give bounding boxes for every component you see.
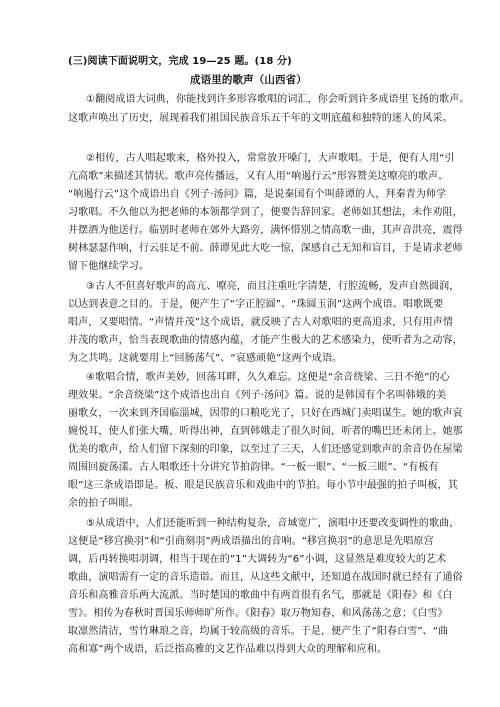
paragraph-line: 周围回旋荡漾。古人唱歌还十分讲究节拍韵律。“一板一眼”、“一板三眼”、“有板有 — [68, 462, 439, 473]
paragraph-line: 音乐和高雅音乐两大流派。当时楚国的歌曲中有两首很有名气，那就是《阳春》和《白 — [68, 590, 453, 601]
paragraph-line: 余的拍子叫眼。 — [68, 498, 139, 509]
paragraph-line: 雪》。相传为春秋时晋国乐师师旷所作。《阳春》取万物知春，和风荡荡之意；《白雪》 — [68, 608, 448, 619]
paragraph-line: 这便是“移宫换羽”和“引商刻羽”两成语描出的音响。“移宫换羽”的意思是先唱原宫 — [68, 536, 434, 547]
paragraph-line: ④歌唱合情，歌声美妙，回荡耳畔，久久难忘。这便是“余音绕梁、三日不绝”的心 — [86, 372, 450, 383]
paragraph-line: 亢高歌”来描述其情状。歌声亮传播远，又有人用“响遏行云”形容赞美这嘹亮的歌声。 — [68, 171, 449, 182]
paragraph-line: 取凛然清洁，雪竹琳琅之音，均属于较高级的音乐。于是，便产生了“阳春白雪”、“曲 — [68, 626, 449, 637]
paragraph-line: 调，后再转换唱羽调，相当于现在的“1”大调转为“6”小调，这显然是难度较大的艺术 — [68, 554, 447, 565]
paragraph-line: 留下他继续学习。 — [68, 261, 149, 272]
paragraph-line: 高和寡”两个成语，后泛指高雅的文艺作品难以得到大众的理解和应和。 — [68, 644, 388, 655]
paragraph-line: 眼”这三条成语即是。板、眼是民族音乐和戏曲中的节拍。每小节中最强的拍子叫板，其 — [68, 480, 458, 491]
paragraph-line: 并茂的歌声，恰当表现歌曲的情感内蕴，才能产生极大的艺术感染力，使听者为之动容， — [68, 335, 463, 346]
paragraph-line: ③古人不但喜好歌声的高亢、嘹亮，而且注重吐字清楚，行腔流畅，发声自然圆润， — [86, 281, 460, 292]
paragraph-line: ②相传，古人唱起歌来，格外投入，常常放开嗓门，大声歌唱。于是，便有人用“引 — [86, 153, 455, 164]
paragraph-line: 理效果。“余音绕梁”这个成语也出自《列子·汤问》篇。说的是韩国有个名叫韩娥的美 — [68, 390, 447, 401]
paragraph-line: 以达到表意之目的。于是，便产生了“字正腔圆”、“珠圆玉润”这两个成语。唱歌既要 — [68, 299, 444, 310]
paragraph-line: 并摆酒为他送行。临别时老师在郊外大路旁，满怀惜别之情高歌一曲，其声音洪亮，震得 — [68, 225, 463, 236]
section-heading: (三)阅读下面说明文，完成 19—25 题。(18 分) — [68, 56, 292, 67]
paragraph-line: 习歌唱。不久他以为把老师的本领都学到了，便要告辞回家。老师如其想法，未作劝阻， — [68, 207, 463, 218]
paragraph-line: “响遏行云”这个成语出自《列子·汤问》篇，是说秦国有个叫薛谭的人，拜秦青为师学 — [68, 189, 447, 200]
paragraph-line: 婉悦耳，使人们张大嘴，听得出神，直到韩娥走了很久时间，听者的嘴巴还未闭上。她那 — [68, 426, 463, 437]
paragraph-line: 树林瑟瑟作响，行云驻足不前。薛谭见此大吃一惊，深感自己无知和盲目，于是请求老师 — [68, 243, 463, 254]
paragraph-line: 唱声，又要唱情。“声情并茂”这个成语，就反映了古人对歌唱的更高追求，只有用声情 — [68, 317, 454, 328]
paragraph-line: ⑤从成语中，人们还能听到一种结构复杂，音域宽广，演唱中还要改变调性的歌曲， — [86, 518, 460, 529]
paragraph-line: 丽歌女，一次来到齐国临淄城，因带的口粮吃光了，只好在西城门卖唱谋生。她的歌声哀 — [68, 408, 463, 419]
paragraph-line: 为之共鸣。这就要用上“回肠荡气”、“哀感顽艳”这两个成语。 — [68, 353, 343, 364]
article-title: 成语里的歌声（山西省） — [190, 74, 307, 86]
paragraph-line: 这歌声唤出了历史，展现着我们祖国民族音乐五千年的文明底蕴和独特的迷人的风采。 — [68, 113, 453, 124]
paragraph-line: ①翻阅成语大词典，你能找到许多形容歌唱的词汇，你会听到许多成语里飞扬的歌声。 — [86, 94, 470, 105]
paragraph-line: 优美的歌声，给人们留下深刻的印象，以至过了三天，人们还感觉到歌声的余音仍在屋梁 — [68, 444, 463, 455]
paragraph-line: 歌曲，演唱需有一定的音乐造诣。而且，从这些文献中，还知道在战国时就已经有了通俗 — [68, 572, 463, 583]
